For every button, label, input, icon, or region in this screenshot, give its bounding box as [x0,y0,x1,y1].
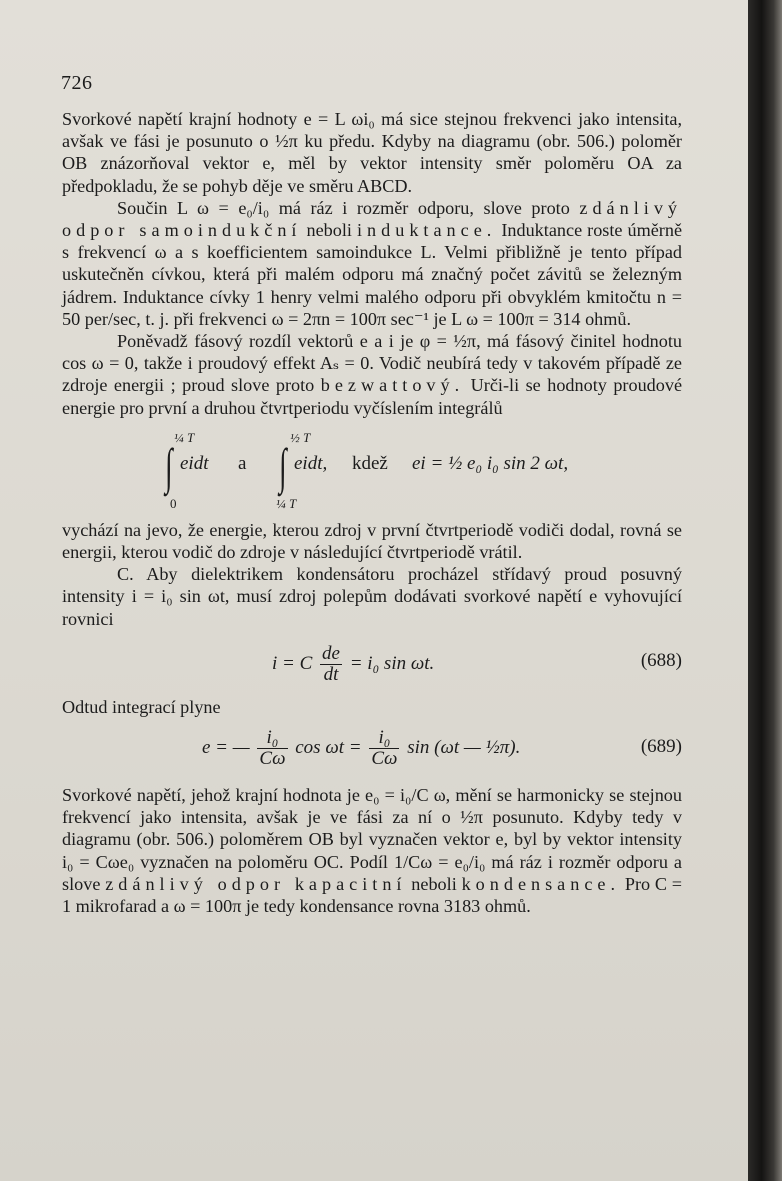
equation-688-rhs: = i₀ sin ωt. [349,652,435,674]
page-number: 726 [61,72,93,94]
equation-689-fraction-1 [257,728,287,769]
equation-689-body [202,728,520,769]
paragraph-2-text-a: Součin L ω = e₀/i₀ má ráz i rozměr odporu, slove proto [117,197,570,218]
paragraph-2-text-b: neboli [306,220,352,241]
integral-2-lower-limit: ¼ T [276,495,297,511]
paragraph-3-text-b: Urči-li se hodnoty proudové energie pro první a druhou čtvrtperiodu vyčíslením integrálů [62,375,683,418]
integral-2-upper-limit: ½ T [290,429,311,445]
equation-688-body [272,644,434,685]
paragraph-7-text-c: Pro C = 1 mikrofarad a ω = 100π je tedy kondensance rovna 3183 ohmů. [62,873,683,917]
equation-689 [62,724,682,778]
paragraph-1: Svorkové napětí krajní hodnoty e = L ωi₀ má sice stejnou frekvenci jako intensita, avšak ve fási je posunuto o ½π ku předu. Kdyby na diagramu (obr. 506.) poloměr OB znázorňoval vektor e, měl by vektor intensity směr poloměru OA za předpokladu, že se pohyb děje ve směru ABCD. [62,109,682,196]
equation-689-label: (689) [640,736,682,758]
integral-connector: a [238,452,247,474]
page-body [62,108,682,917]
integral-rhs: ei = ½ e₀ i₀ sin 2 ωt, [412,452,569,474]
paragraph-6: Odtud integrací plyne [62,696,221,717]
paragraph-2 [62,197,682,330]
equation-688-denominator: dt [323,663,339,685]
equation-689-middle: cos ωt = [295,736,362,758]
paragraph-7-text-b: neboli [411,873,457,894]
integral-1-body: eidt [180,452,209,474]
equation-689-fraction-2 [369,728,399,769]
equation-688-numerator: de [322,642,340,664]
equation-689-numerator-1: i₀ [257,728,287,749]
book-spine [748,0,782,1181]
paragraph-5: C. Aby dielektrikem kondensátoru procházel střídavý proud posuvný intensity i = i₀ sin ωt, musí zdroj polepům dodávati svorkové napětí e vyhovující rovnici [62,564,682,629]
equation-688 [62,636,682,690]
term-kondensance: kondensance. [461,873,621,894]
equation-689-lhs: e = — [202,736,250,758]
equation-689-rhs: sin (ωt — ½π). [407,736,521,758]
integral-expression [62,423,682,515]
equation-689-denominator-1: Cω [259,748,286,770]
equation-688-label: (688) [640,649,682,671]
equation-689-numerator-2: i₀ [369,728,399,749]
paragraph-3-text-a: Poněvadž fásový rozdíl vektorů e a i je φ = ½π, má fásový činitel hodnotu cos ω = 0, takže i proudový effekt Aₛ = 0. Vodič neubírá tedy v takovém případě ze zdroje energii ; proud slove proto [62,331,682,396]
paragraph-3 [62,330,682,419]
integral-1-upper-limit: ¼ T [174,429,195,445]
integral-where: kdež [352,452,388,474]
integral-2-body: eidt, [294,452,328,474]
term-zdanlivy-odpor-samoindukcni: zdánlivý odpor samoindukční [62,197,683,241]
equation-689-denominator-2: Cω [371,748,398,770]
term-induktance: induktance. [356,220,497,241]
paragraph-7 [62,784,682,917]
integral-1-lower-limit: 0 [170,495,177,511]
integral-1-sign: ∫ [165,437,173,494]
equation-688-lhs: i = C [272,652,313,674]
paragraph-7-text-a: Svorkové napětí, jehož krajní hodnota je e₀ = i₀/C ω, mění se harmonicky se stejnou frekvencí jako intensita, avšak je ve fási za ní o ½π posunuto. Kdyby tedy v diagramu (obr. 506.) poloměrem OB byl vyznačen vektor e, byl by vektor intensity i₀ = Cωe₀ vyznačen na poloměru OC. Podíl 1/Cω = e₀/i₀ má ráz i rozměr odporu a slove [62,785,682,894]
paragraph-4: vychází na jevo, že energie, kterou zdroj v první čtvrtperiodě vodiči dodal, rovná se energii, kterou vodič do zdroje v následující čtvrtperiodě vrátil. [62,519,682,563]
paragraph-2-text-c: Induktance roste úměrně s frekvencí ω a s koefficientem samoindukce L. Velmi přibližně je tento případ uskutečněn cívkou, která při malém odporu má značný počet závitů se železným jádrem. Induktance cívky 1 henry velmi malého odporu při obvyklém kmitočtu n = 50 per/sec, t. j. při frekvenci ω = 2πn = 100π sec⁻¹ je L ω = 100π = 314 ohmů. [62,220,683,329]
term-bezwattovy: bezwattový. [320,375,465,396]
term-zdanlivy-odpor-kapacitni: zdánlivý odpor kapacitní [105,873,407,894]
integral-2-sign: ∫ [279,437,287,494]
equation-688-fraction [320,644,342,685]
